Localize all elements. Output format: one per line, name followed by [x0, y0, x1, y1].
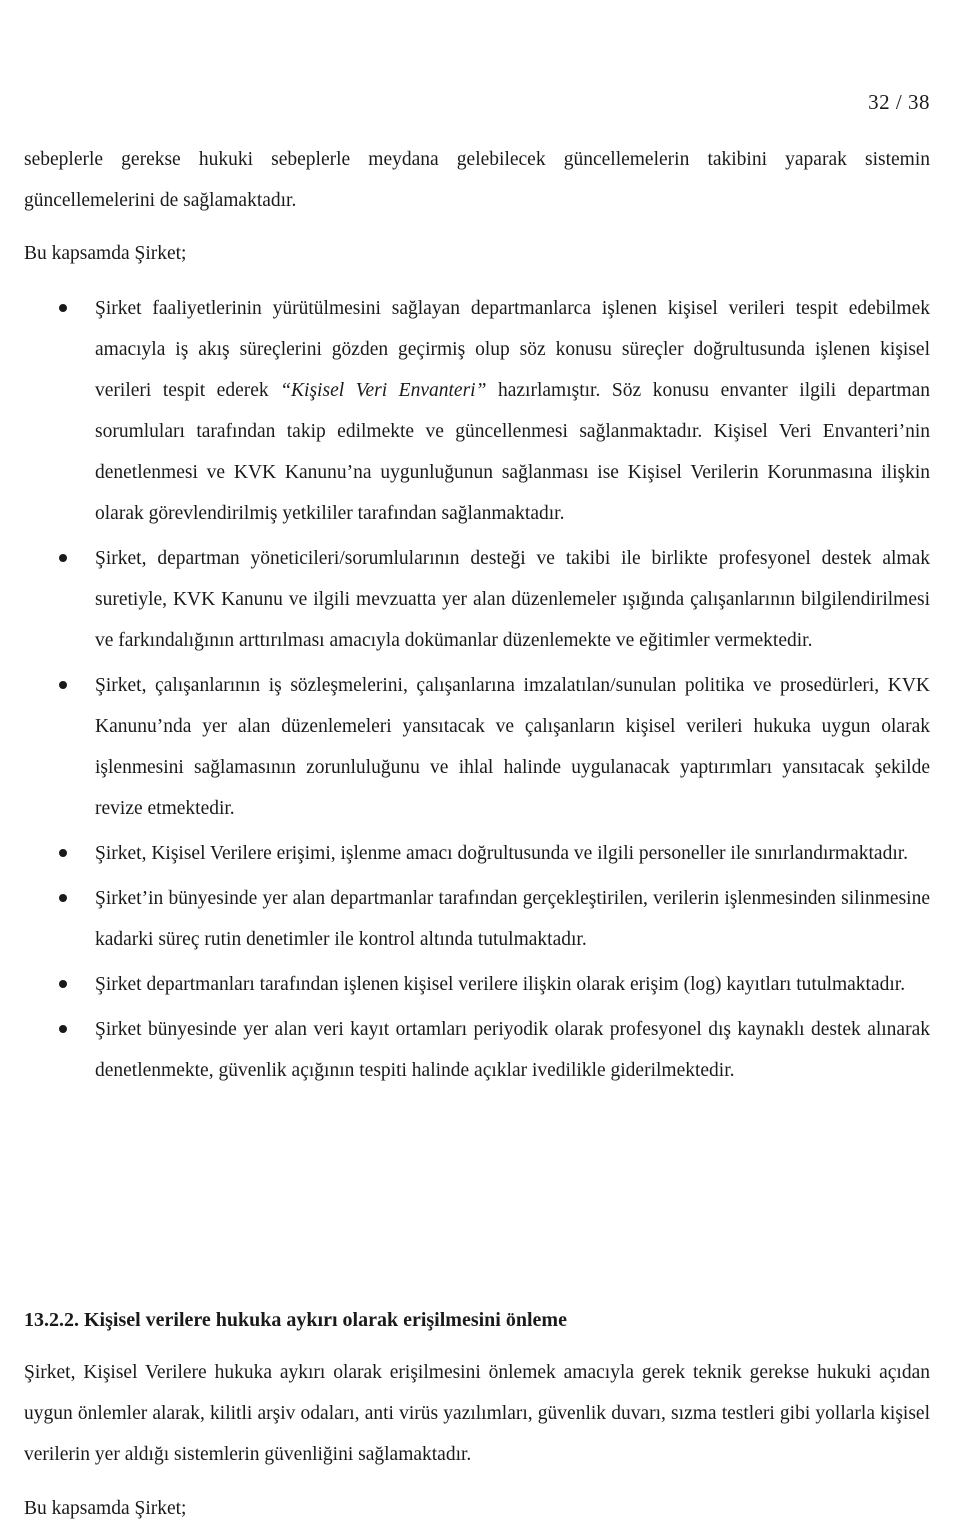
bullet-icon: [59, 681, 67, 689]
bullet-icon: [59, 554, 67, 562]
list-item: [24, 665, 930, 829]
bullet-icon: [59, 980, 67, 988]
bullet-list: [24, 288, 930, 1095]
list-item-emphasis: “Kişisel Veri Envanteri”: [280, 380, 487, 401]
list-item: [24, 878, 930, 960]
list-item: [24, 288, 930, 534]
list-item-text: Şirket, Kişisel Verilere erişimi, işlenme amacı doğrultusunda ve ilgili personeller ile sınırlandırmaktadır.: [95, 843, 909, 864]
list-item: [24, 833, 930, 874]
list-item-text: Şirket’in bünyesinde yer alan departmanlar tarafından gerçekleştirilen, verilerin işlenmesinden silinmesine kadarki süreç rutin denetimler ile kontrol altında tutulmaktadır.: [95, 888, 930, 950]
bullet-icon: [59, 304, 67, 312]
list-item: [24, 1009, 930, 1091]
bullet-icon: [59, 849, 67, 857]
paragraph-intro: Bu kapsamda Şirket;: [24, 243, 187, 264]
list-item-text: Şirket bünyesinde yer alan veri kayıt ortamları periyodik olarak profesyonel dış kaynaklı destek alınarak denetlenmekte, güvenlik açığının tespiti halinde açıklar ivedilikle giderilmektedir.: [95, 1019, 930, 1081]
list-item-text-after: hazırlamıştır. Söz konusu envanter ilgili departman sorumluları tarafından takip edilmekte ve güncellenmesi sağlanmaktadır. Kişisel Veri Envanteri’nin denetlenmesi ve KVK Kanunu’na uygunluğunun sağlanması ise Kişisel Verilerin Korunmasına ilişkin olarak görevlendirilmiş yetkililer tarafından sağlanmaktadır.: [95, 380, 930, 524]
section-heading: 13.2.2. Kişisel verilere hukuka aykırı olarak erişilmesini önleme: [24, 1309, 567, 1331]
list-item: [24, 964, 930, 1005]
list-item-text: Şirket departmanları tarafından işlenen kişisel verilere ilişkin olarak erişim (log) kayıtları tutulmaktadır.: [95, 974, 906, 995]
page-number: 32 / 38: [868, 90, 930, 114]
paragraph-continuation: sebeplerle gerekse hukuki sebeplerle meydana gelebilecek güncellemelerin takibini yaparak sistemin güncellemelerini de sağlamaktadır.: [24, 149, 930, 211]
list-item-text: Şirket, çalışanlarının iş sözleşmelerini, çalışanlarına imzalatılan/sunulan politika ve prosedürleri, KVK Kanunu’nda yer alan düzenlemeleri yansıtacak ve çalışanların kişisel verileri hukuka uygun olarak işlenmesini sağlamasının zorunluluğunu ve ihlal halinde uygulanacak yaptırımları yansıtacak şekilde revize etmektedir.: [95, 675, 930, 819]
bullet-icon: [59, 894, 67, 902]
section-paragraph: Şirket, Kişisel Verilere hukuka aykırı olarak erişilmesini önlemek amacıyla gerek teknik gerekse hukuki açıdan uygun önlemler alarak, kilitli arşiv odaları, anti virüs yazılımları, güvenlik duvarı, sızma testleri gibi yollarla kişisel verilerin yer aldığı sistemlerin güvenliğini sağlamaktadır.: [24, 1362, 930, 1465]
bullet-icon: [59, 1025, 67, 1033]
list-item-text: Şirket, departman yöneticileri/sorumlularının desteği ve takibi ile birlikte profesyonel destek almak suretiyle, KVK Kanunu ve ilgili mevzuatta yer alan düzenlemeler ışığında çalışanlarının bilgilendirilmesi ve farkındalığının arttırılması amacıyla dokümanlar düzenlemekte ve eğitimler vermektedir.: [95, 548, 930, 651]
paragraph-intro-2: Bu kapsamda Şirket;: [24, 1498, 187, 1519]
list-item-text: Şirket faaliyetlerinin yürütülmesini sağlayan departmanlarca işlenen kişisel verileri tespit edebilmek amacıyla iş akış süreçlerini gözden geçirmiş olup söz konusu süreçler doğrultusunda işlenen kişisel verileri tespit ederek: [95, 298, 930, 401]
list-item: [24, 538, 930, 661]
